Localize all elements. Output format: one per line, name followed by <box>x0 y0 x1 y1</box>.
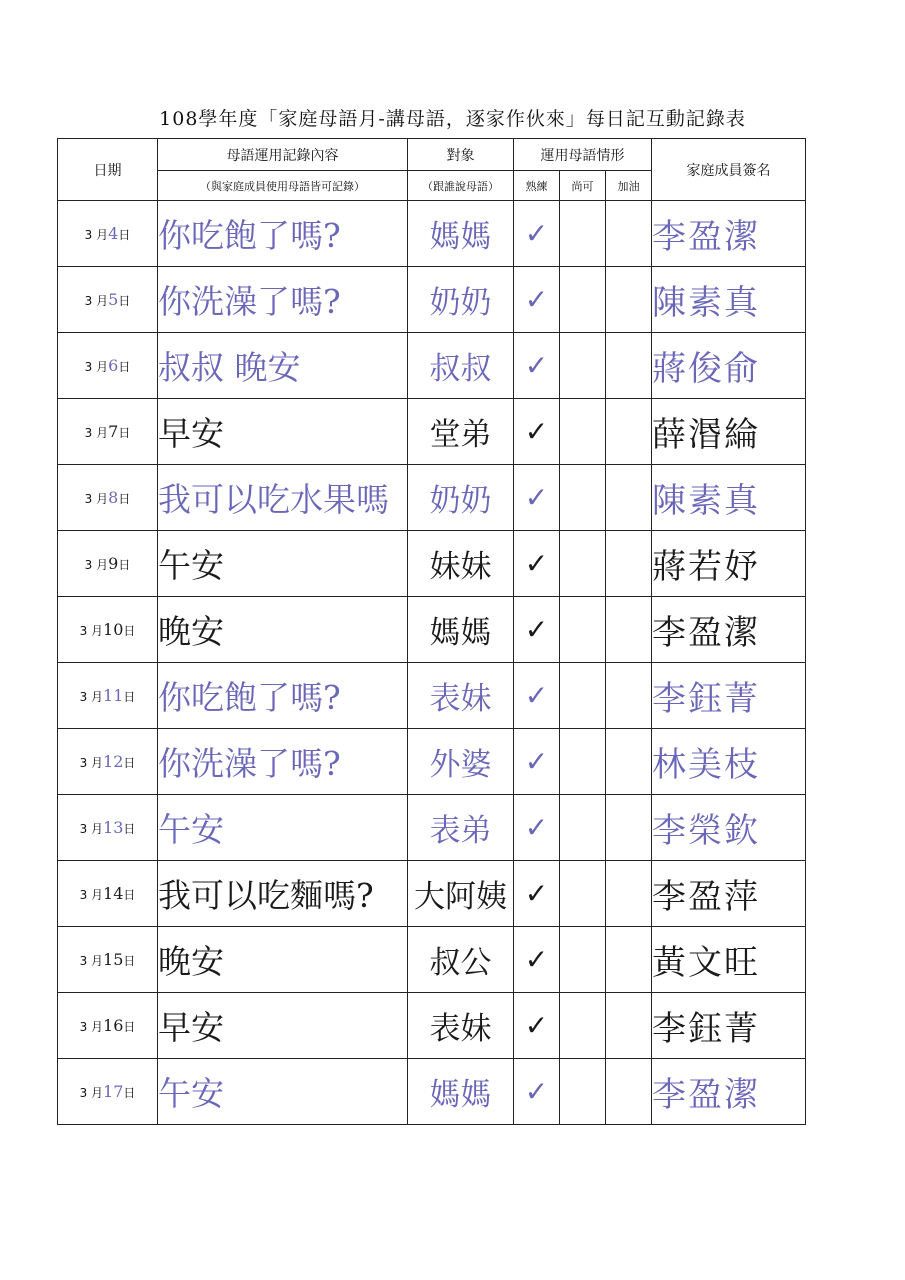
signature-cell: 李盈潔 <box>652 1059 806 1125</box>
fluent-check-cell: ✓ <box>514 201 560 267</box>
ok-check-cell <box>560 597 606 663</box>
date-month: 3 <box>84 426 93 440</box>
effort-check-cell <box>606 729 652 795</box>
content-cell: 早安 <box>158 993 408 1059</box>
fluent-check-cell: ✓ <box>514 795 560 861</box>
ok-check-cell <box>560 399 606 465</box>
date-cell: 3 月16日 <box>58 993 158 1059</box>
content-cell: 午安 <box>158 1059 408 1125</box>
date-month: 3 <box>79 888 88 902</box>
date-day: 14 <box>103 884 124 903</box>
ok-check-cell <box>560 729 606 795</box>
table-row <box>58 531 806 597</box>
signature-cell: 李鈺菁 <box>652 993 806 1059</box>
date-cell: 3 月6日 <box>58 333 158 399</box>
content-cell: 我可以吃水果嗎 <box>158 465 408 531</box>
fluent-check-cell: ✓ <box>514 333 560 399</box>
content-cell: 我可以吃麵嗎? <box>158 861 408 927</box>
fluent-check-cell: ✓ <box>514 531 560 597</box>
signature-cell: 李盈萍 <box>652 861 806 927</box>
date-day: 11 <box>103 686 124 705</box>
signature-cell: 李盈潔 <box>652 597 806 663</box>
content-cell: 晚安 <box>158 927 408 993</box>
content-cell: 叔叔 晚安 <box>158 333 408 399</box>
target-cell: 叔公 <box>408 927 514 993</box>
fluent-check-cell: ✓ <box>514 861 560 927</box>
date-month: 3 <box>79 690 88 704</box>
effort-check-cell <box>606 531 652 597</box>
date-cell: 3 月15日 <box>58 927 158 993</box>
content-cell: 你吃飽了嗎? <box>158 663 408 729</box>
content-cell: 你洗澡了嗎? <box>158 267 408 333</box>
date-cell: 3 月9日 <box>58 531 158 597</box>
header-content: 母語運用記錄內容 <box>158 139 408 171</box>
effort-check-cell <box>606 993 652 1059</box>
signature-cell: 黃文旺 <box>652 927 806 993</box>
target-cell: 奶奶 <box>408 465 514 531</box>
table-row <box>58 795 806 861</box>
ok-check-cell <box>560 993 606 1059</box>
effort-check-cell <box>606 597 652 663</box>
date-cell: 3 月10日 <box>58 597 158 663</box>
date-day: 5 <box>108 290 119 309</box>
signature-cell: 陳素真 <box>652 267 806 333</box>
header-signature: 家庭成員簽名 <box>652 139 806 201</box>
header-target: 對象 <box>408 139 514 171</box>
date-month: 3 <box>79 1020 88 1034</box>
ok-check-cell <box>560 333 606 399</box>
ok-check-cell <box>560 663 606 729</box>
signature-cell: 薛湣綸 <box>652 399 806 465</box>
table-row <box>58 729 806 795</box>
table-row <box>58 993 806 1059</box>
effort-check-cell <box>606 201 652 267</box>
date-month: 3 <box>79 822 88 836</box>
content-cell: 你吃飽了嗎? <box>158 201 408 267</box>
header-fluent: 熟練 <box>514 171 560 201</box>
target-cell: 表弟 <box>408 795 514 861</box>
date-month: 3 <box>84 492 93 506</box>
effort-check-cell <box>606 1059 652 1125</box>
table-row <box>58 861 806 927</box>
signature-cell: 李鈺菁 <box>652 663 806 729</box>
signature-cell: 林美枝 <box>652 729 806 795</box>
signature-cell: 陳素真 <box>652 465 806 531</box>
fluent-check-cell: ✓ <box>514 993 560 1059</box>
table-row <box>58 597 806 663</box>
fluent-check-cell: ✓ <box>514 729 560 795</box>
date-cell: 3 月4日 <box>58 201 158 267</box>
effort-check-cell <box>606 465 652 531</box>
header-content-note: （與家庭成員使用母語皆可記錄） <box>158 171 408 201</box>
effort-check-cell <box>606 399 652 465</box>
fluent-check-cell: ✓ <box>514 267 560 333</box>
target-cell: 叔叔 <box>408 333 514 399</box>
table-row <box>58 333 806 399</box>
date-month: 3 <box>84 558 93 572</box>
date-cell: 3 月8日 <box>58 465 158 531</box>
effort-check-cell <box>606 333 652 399</box>
effort-check-cell <box>606 927 652 993</box>
form-title: 108學年度「家庭母語月-講母語，逐家作伙來」每日記互動記錄表 <box>159 108 746 130</box>
table-row <box>58 399 806 465</box>
ok-check-cell <box>560 465 606 531</box>
date-cell: 3 月13日 <box>58 795 158 861</box>
target-cell: 表妹 <box>408 663 514 729</box>
target-cell: 媽媽 <box>408 1059 514 1125</box>
content-cell: 早安 <box>158 399 408 465</box>
date-cell: 3 月17日 <box>58 1059 158 1125</box>
date-month: 3 <box>84 228 93 242</box>
table-row <box>58 927 806 993</box>
date-day: 10 <box>103 620 124 639</box>
target-cell: 媽媽 <box>408 597 514 663</box>
header-target-note: （跟誰說母語） <box>408 171 514 201</box>
fluent-check-cell: ✓ <box>514 927 560 993</box>
fluent-check-cell: ✓ <box>514 1059 560 1125</box>
table-row <box>58 663 806 729</box>
fluent-check-cell: ✓ <box>514 465 560 531</box>
date-cell: 3 月14日 <box>58 861 158 927</box>
effort-check-cell <box>606 267 652 333</box>
target-cell: 媽媽 <box>408 201 514 267</box>
date-day: 16 <box>103 1016 124 1035</box>
date-day: 7 <box>108 422 119 441</box>
fluent-check-cell: ✓ <box>514 663 560 729</box>
interaction-log-table <box>57 138 806 1125</box>
target-cell: 大阿姨 <box>408 861 514 927</box>
date-month: 3 <box>79 624 88 638</box>
ok-check-cell <box>560 861 606 927</box>
target-cell: 妹妹 <box>408 531 514 597</box>
ok-check-cell <box>560 927 606 993</box>
date-day: 12 <box>103 752 124 771</box>
date-cell: 3 月7日 <box>58 399 158 465</box>
date-day: 9 <box>108 554 119 573</box>
date-month: 3 <box>79 756 88 770</box>
date-day: 17 <box>103 1082 124 1101</box>
date-month: 3 <box>79 954 88 968</box>
header-date: 日期 <box>58 139 158 201</box>
target-cell: 表妹 <box>408 993 514 1059</box>
ok-check-cell <box>560 201 606 267</box>
date-day: 8 <box>108 488 119 507</box>
signature-cell: 蔣俊俞 <box>652 333 806 399</box>
signature-cell: 蔣若妤 <box>652 531 806 597</box>
fluent-check-cell: ✓ <box>514 597 560 663</box>
signature-cell: 李榮欽 <box>652 795 806 861</box>
header-ok: 尚可 <box>560 171 606 201</box>
target-cell: 奶奶 <box>408 267 514 333</box>
date-day: 4 <box>108 224 119 243</box>
date-day: 15 <box>103 950 124 969</box>
target-cell: 外婆 <box>408 729 514 795</box>
date-cell: 3 月5日 <box>58 267 158 333</box>
header-usage: 運用母語情形 <box>514 139 652 171</box>
date-cell: 3 月12日 <box>58 729 158 795</box>
content-cell: 你洗澡了嗎? <box>158 729 408 795</box>
signature-cell: 李盈潔 <box>652 201 806 267</box>
table-row <box>58 1059 806 1125</box>
ok-check-cell <box>560 795 606 861</box>
ok-check-cell <box>560 531 606 597</box>
fluent-check-cell: ✓ <box>514 399 560 465</box>
date-day: 13 <box>103 818 124 837</box>
effort-check-cell <box>606 795 652 861</box>
table-row <box>58 465 806 531</box>
date-month: 3 <box>84 294 93 308</box>
effort-check-cell <box>606 663 652 729</box>
content-cell: 午安 <box>158 531 408 597</box>
content-cell: 午安 <box>158 795 408 861</box>
effort-check-cell <box>606 861 652 927</box>
ok-check-cell <box>560 267 606 333</box>
header-effort: 加油 <box>606 171 652 201</box>
ok-check-cell <box>560 1059 606 1125</box>
content-cell: 晚安 <box>158 597 408 663</box>
date-day: 6 <box>108 356 119 375</box>
date-month: 3 <box>84 360 93 374</box>
table-row <box>58 267 806 333</box>
date-month: 3 <box>79 1086 88 1100</box>
target-cell: 堂弟 <box>408 399 514 465</box>
date-cell: 3 月11日 <box>58 663 158 729</box>
table-row <box>58 201 806 267</box>
